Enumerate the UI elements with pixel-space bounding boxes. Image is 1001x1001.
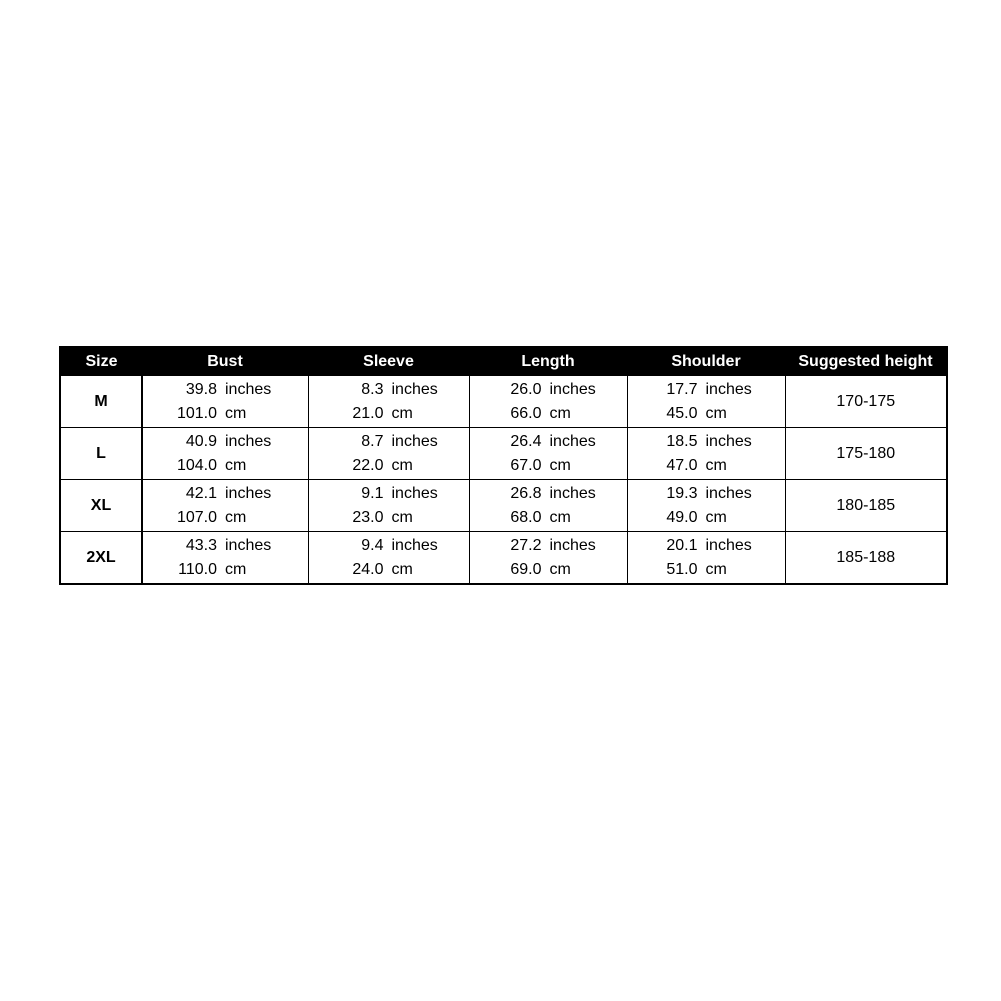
shoulder-cell xyxy=(627,376,785,428)
suggested-height-value: 170-175 xyxy=(785,376,947,428)
header-length: Length xyxy=(469,347,627,376)
size-label: M xyxy=(60,376,142,428)
bust-cell xyxy=(142,376,308,428)
table-row xyxy=(60,480,947,532)
bust-cm-value: 101.0 xyxy=(176,404,217,422)
length-cm-value: 67.0 xyxy=(510,456,542,474)
length-cm-value: 68.0 xyxy=(510,508,542,526)
unit-inches: inches xyxy=(705,536,752,554)
bust-cell xyxy=(142,532,308,585)
unit-inches: inches xyxy=(549,432,596,450)
sleeve-cell xyxy=(308,428,469,480)
unit-cm: cm xyxy=(705,508,727,526)
shoulder-cell xyxy=(627,480,785,532)
table-row xyxy=(60,376,947,428)
unit-cm: cm xyxy=(705,560,727,578)
unit-inches: inches xyxy=(549,536,596,554)
length-cell xyxy=(469,376,627,428)
bust-inches-value: 42.1 xyxy=(185,484,217,502)
suggested-height-value: 175-180 xyxy=(785,428,947,480)
unit-inches: inches xyxy=(705,380,752,398)
length-cm-value: 69.0 xyxy=(510,560,542,578)
unit-cm: cm xyxy=(705,404,727,422)
sleeve-cell xyxy=(308,532,469,585)
sleeve-inches-value: 8.3 xyxy=(361,380,384,398)
unit-cm: cm xyxy=(549,560,571,578)
unit-inches: inches xyxy=(549,380,596,398)
bust-cm-value: 104.0 xyxy=(176,456,217,474)
header-suggested-height: Suggested height xyxy=(785,347,947,376)
length-inches-value: 26.8 xyxy=(510,484,542,502)
sleeve-cell xyxy=(308,376,469,428)
header-row xyxy=(60,347,947,376)
shoulder-cm-value: 47.0 xyxy=(666,456,698,474)
unit-inches: inches xyxy=(225,432,272,450)
bust-cell xyxy=(142,480,308,532)
shoulder-cm-value: 49.0 xyxy=(666,508,698,526)
length-inches-value: 26.4 xyxy=(510,432,542,450)
shoulder-inches-value: 18.5 xyxy=(666,432,698,450)
sleeve-cm-value: 21.0 xyxy=(352,404,384,422)
unit-cm: cm xyxy=(225,456,247,474)
unit-inches: inches xyxy=(225,484,272,502)
sleeve-cell xyxy=(308,480,469,532)
unit-cm: cm xyxy=(549,456,571,474)
unit-inches: inches xyxy=(225,536,272,554)
bust-cm-value: 110.0 xyxy=(178,560,217,578)
unit-cm: cm xyxy=(391,508,413,526)
length-cell xyxy=(469,532,627,585)
header-size: Size xyxy=(60,347,142,376)
sleeve-cm-value: 23.0 xyxy=(352,508,384,526)
header-sleeve: Sleeve xyxy=(308,347,469,376)
shoulder-cell xyxy=(627,428,785,480)
unit-cm: cm xyxy=(549,404,571,422)
size-label: L xyxy=(60,428,142,480)
sleeve-inches-value: 9.4 xyxy=(361,536,384,554)
bust-inches-value: 39.8 xyxy=(185,380,217,398)
unit-inches: inches xyxy=(391,432,438,450)
unit-cm: cm xyxy=(391,560,413,578)
length-inches-value: 26.0 xyxy=(510,380,542,398)
shoulder-cm-value: 51.0 xyxy=(666,560,698,578)
bust-inches-value: 40.9 xyxy=(185,432,217,450)
header-shoulder: Shoulder xyxy=(627,347,785,376)
bust-cm-value: 107.0 xyxy=(176,508,217,526)
header-bust: Bust xyxy=(142,347,308,376)
unit-inches: inches xyxy=(391,380,438,398)
unit-cm: cm xyxy=(549,508,571,526)
length-inches-value: 27.2 xyxy=(510,536,542,554)
size-chart-table xyxy=(59,346,948,585)
length-cell xyxy=(469,480,627,532)
suggested-height-value: 185-188 xyxy=(785,532,947,585)
unit-inches: inches xyxy=(705,484,752,502)
table-row xyxy=(60,532,947,585)
unit-inches: inches xyxy=(225,380,272,398)
unit-cm: cm xyxy=(391,404,413,422)
sleeve-inches-value: 8.7 xyxy=(361,432,384,450)
length-cell xyxy=(469,428,627,480)
length-cm-value: 66.0 xyxy=(510,404,542,422)
table-row xyxy=(60,428,947,480)
unit-cm: cm xyxy=(391,456,413,474)
size-label: 2XL xyxy=(60,532,142,585)
unit-inches: inches xyxy=(391,536,438,554)
shoulder-inches-value: 20.1 xyxy=(666,536,698,554)
sleeve-cm-value: 22.0 xyxy=(352,456,384,474)
bust-inches-value: 43.3 xyxy=(185,536,217,554)
unit-cm: cm xyxy=(225,560,247,578)
sleeve-inches-value: 9.1 xyxy=(361,484,384,502)
shoulder-inches-value: 17.7 xyxy=(666,380,698,398)
unit-inches: inches xyxy=(705,432,752,450)
unit-inches: inches xyxy=(391,484,438,502)
shoulder-cell xyxy=(627,532,785,585)
unit-inches: inches xyxy=(549,484,596,502)
sleeve-cm-value: 24.0 xyxy=(352,560,384,578)
unit-cm: cm xyxy=(705,456,727,474)
size-label: XL xyxy=(60,480,142,532)
unit-cm: cm xyxy=(225,404,247,422)
shoulder-cm-value: 45.0 xyxy=(666,404,698,422)
bust-cell xyxy=(142,428,308,480)
shoulder-inches-value: 19.3 xyxy=(666,484,698,502)
unit-cm: cm xyxy=(225,508,247,526)
suggested-height-value: 180-185 xyxy=(785,480,947,532)
